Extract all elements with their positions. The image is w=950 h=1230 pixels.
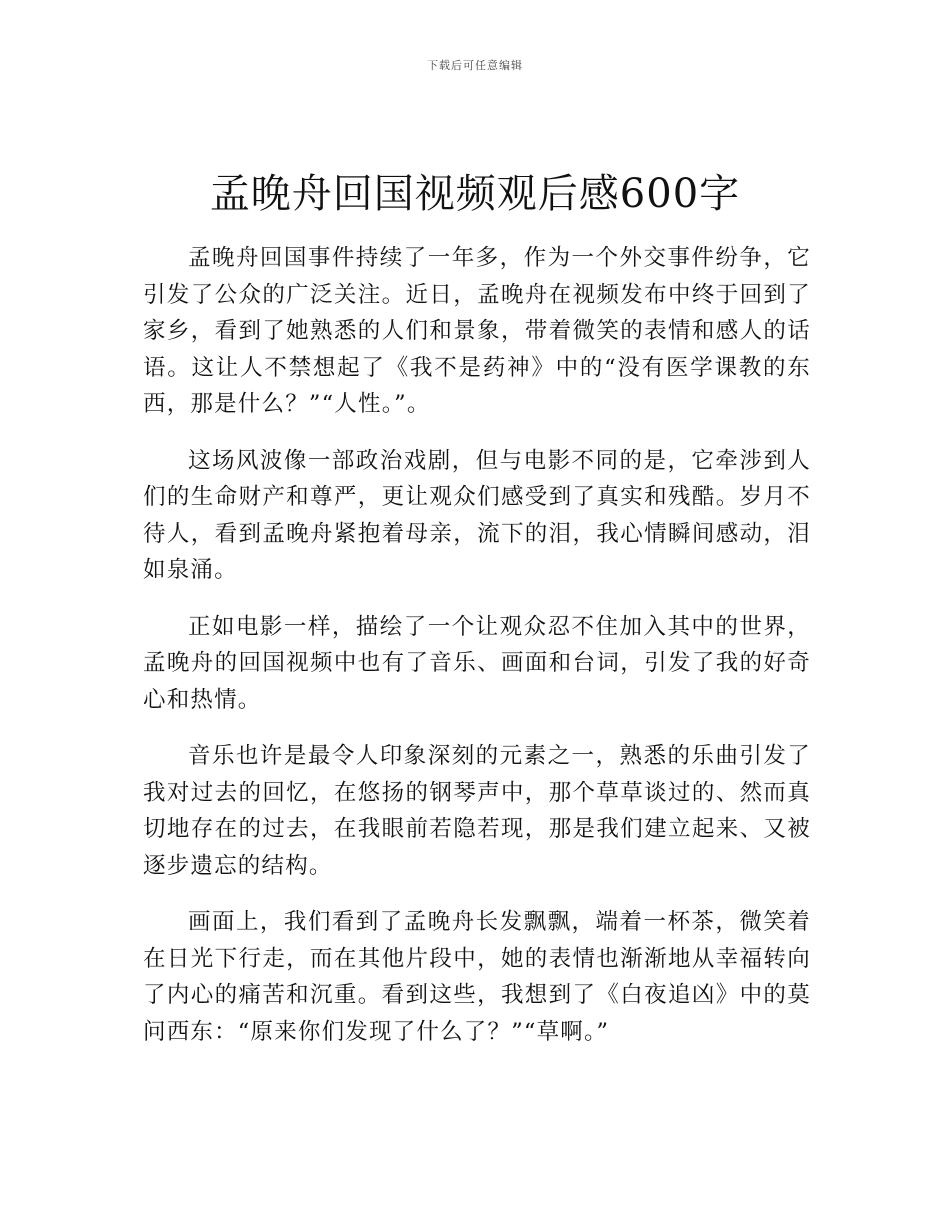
document-body [143, 240, 811, 1070]
paragraph-2: 这场风波像一部政治戏剧，但与电影不同的是，它牵涉到人们的生命财产和尊严，更让观众们感受到了真实和残酷。岁月不待人，看到孟晚舟紧抱着母亲，流下的泪，我心情瞬间感动，泪如泉涌。 [143, 447, 811, 583]
header-note: 下载后可任意编辑 [427, 59, 523, 72]
document-title: 孟晚舟回国视频观后感600字 [209, 171, 741, 217]
paragraph-4: 音乐也许是最令人印象深刻的元素之一，熟悉的乐曲引发了我对过去的回忆，在悠扬的钢琴声中，那个草草谈过的、然而真切地存在的过去，在我眼前若隐若现，那是我们建立起来、又被逐步遗忘的结构。 [143, 743, 811, 879]
paragraph-5: 画面上，我们看到了孟晚舟长发飘飘，端着一杯茶，微笑着在日光下行走，而在其他片段中，她的表情也渐渐地从幸福转向了内心的痛苦和沉重。看到这些，我想到了《白夜追凶》中的莫问西东：“原来你们发现了什么了？”“草啊。” [143, 909, 811, 1045]
paragraph-3: 正如电影一样，描绘了一个让观众忍不住加入其中的世界，孟晚舟的回国视频中也有了音乐、画面和台词，引发了我的好奇心和热情。 [143, 613, 811, 713]
paragraph-1: 孟晚舟回国事件持续了一年多，作为一个外交事件纷争，它引发了公众的广泛关注。近日，孟晚舟在视频发布中终于回到了家乡，看到了她熟悉的人们和景象，带着微笑的表情和感人的话语。这让人不禁想起了《我不是药神》中的“没有医学课教的东西，那是什么？”“人性。”。 [143, 245, 811, 417]
